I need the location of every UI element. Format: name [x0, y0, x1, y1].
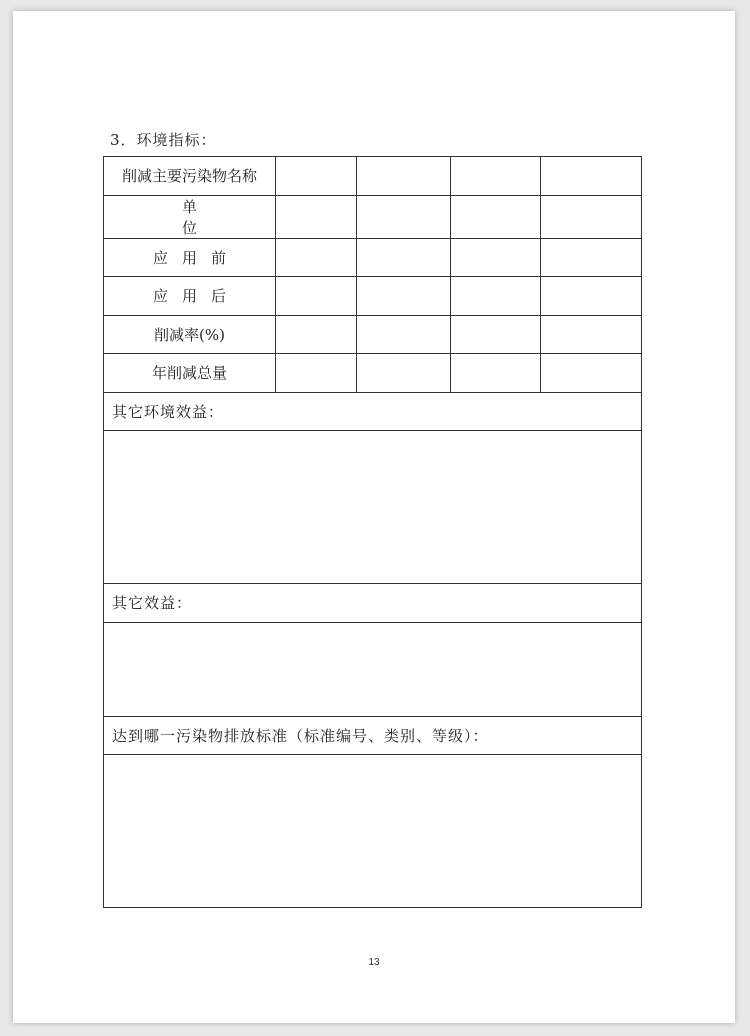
input-cell[interactable] [357, 315, 451, 354]
input-cell[interactable] [541, 195, 642, 238]
table-row [104, 315, 642, 354]
other-env-benefits-label: 其它环境效益： [104, 392, 642, 431]
row-label-annual-reduction: 年削减总量 [104, 354, 276, 393]
input-cell[interactable] [276, 157, 357, 196]
input-cell[interactable] [451, 238, 541, 277]
input-cell[interactable] [541, 277, 642, 316]
input-cell[interactable] [276, 315, 357, 354]
row-label-reduction-rate: 削减率(%) [104, 315, 276, 354]
table-row [104, 354, 642, 393]
input-cell[interactable] [276, 238, 357, 277]
table-row [104, 157, 642, 196]
page-number: 13 [368, 957, 380, 968]
table-row [104, 195, 642, 238]
input-cell[interactable] [541, 315, 642, 354]
document-page [13, 11, 735, 1023]
input-cell[interactable] [451, 157, 541, 196]
other-env-benefits-field[interactable] [104, 431, 642, 584]
input-cell[interactable] [357, 195, 451, 238]
input-cell[interactable] [451, 354, 541, 393]
other-benefits-field[interactable] [104, 622, 642, 716]
input-cell[interactable] [451, 315, 541, 354]
input-cell[interactable] [451, 277, 541, 316]
input-cell[interactable] [276, 277, 357, 316]
table-row [104, 755, 642, 908]
input-cell[interactable] [276, 195, 357, 238]
input-cell[interactable] [357, 354, 451, 393]
row-label-after-application: 应用后 [104, 277, 276, 316]
table-row [104, 584, 642, 623]
input-cell[interactable] [451, 195, 541, 238]
input-cell[interactable] [541, 238, 642, 277]
row-label-before-application: 应用前 [104, 238, 276, 277]
table-row [104, 277, 642, 316]
table-row [104, 431, 642, 584]
environmental-indicators-table [103, 156, 642, 908]
other-benefits-label: 其它效益： [104, 584, 642, 623]
emission-standard-field[interactable] [104, 755, 642, 908]
row-label-unit: 单位 [104, 195, 276, 238]
input-cell[interactable] [357, 277, 451, 316]
input-cell[interactable] [357, 238, 451, 277]
section-heading: 3．环境指标： [110, 131, 217, 149]
input-cell[interactable] [541, 354, 642, 393]
input-cell[interactable] [541, 157, 642, 196]
table-row [104, 622, 642, 716]
input-cell[interactable] [357, 157, 451, 196]
table-row [104, 392, 642, 431]
input-cell[interactable] [276, 354, 357, 393]
row-label-pollutant-name: 削减主要污染物名称 [104, 157, 276, 196]
emission-standard-label: 达到哪一污染物排放标准（标准编号、类别、等级）： [104, 716, 642, 755]
table-row [104, 716, 642, 755]
table-row [104, 238, 642, 277]
